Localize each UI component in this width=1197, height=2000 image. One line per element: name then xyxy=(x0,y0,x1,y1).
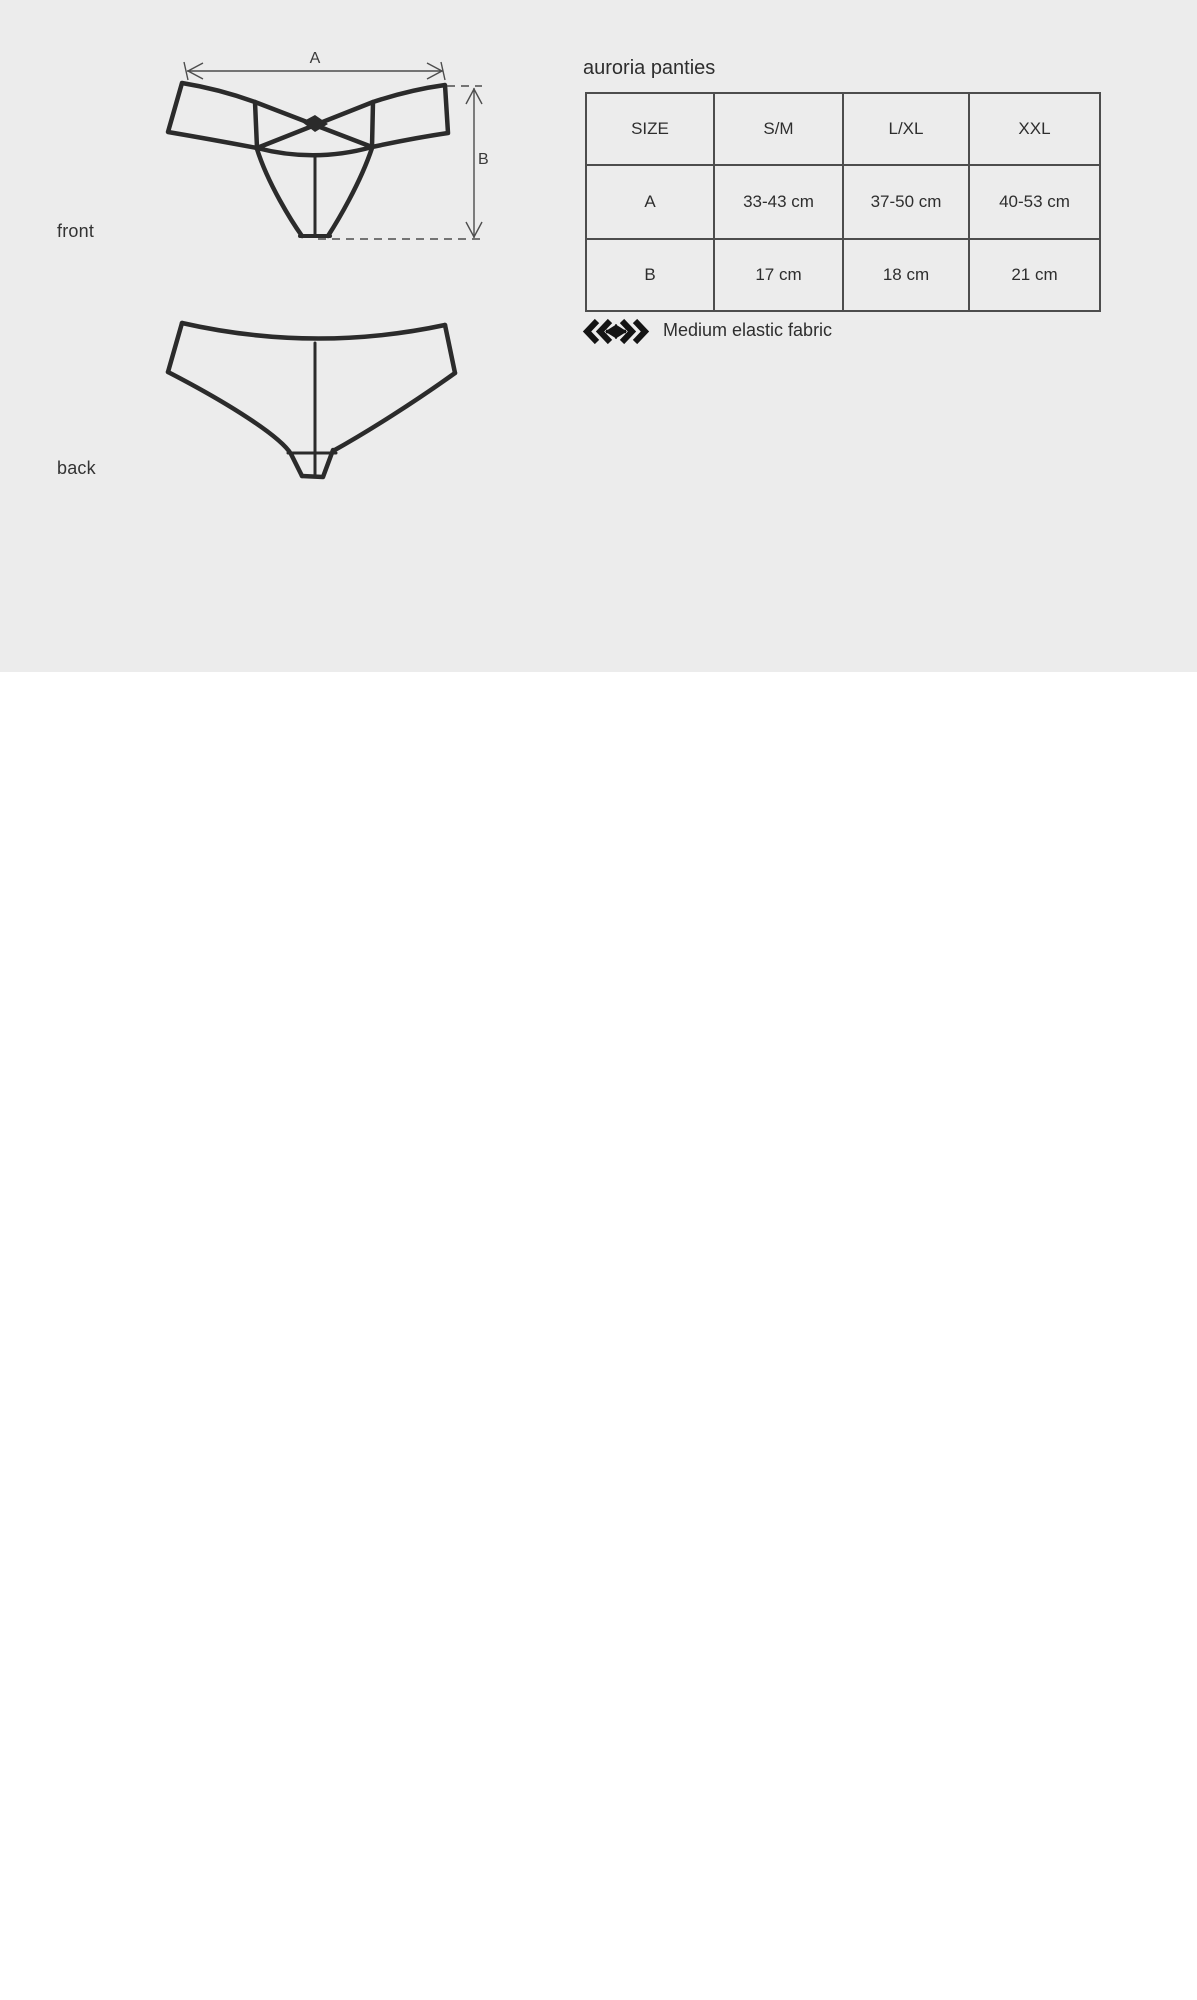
dimension-a-label: A xyxy=(309,50,321,67)
size-table-header-cell: XXL xyxy=(969,93,1100,165)
back-right-leg-curve xyxy=(333,373,455,451)
back-view-drawing xyxy=(168,323,455,477)
dimension-b-label: B xyxy=(478,151,489,168)
back-waistband xyxy=(182,323,445,339)
size-table-header-cell: SIZE xyxy=(586,93,714,165)
front-right-panel xyxy=(372,85,448,147)
size-table-row-a xyxy=(586,165,1100,239)
front-gusset-right-edge xyxy=(328,148,372,236)
front-bottom-curve xyxy=(257,147,372,155)
size-table-row-label: B xyxy=(586,239,714,311)
size-table-cell: 17 cm xyxy=(714,239,843,311)
size-table-header-row xyxy=(586,93,1100,165)
size-table-cell: 40-53 cm xyxy=(969,165,1100,239)
back-left-leg-curve xyxy=(168,372,302,476)
size-table-row-b xyxy=(586,239,1100,311)
size-table-cell: 37-50 cm xyxy=(843,165,969,239)
fabric-note-text: Medium elastic fabric xyxy=(663,320,833,340)
size-table-header-cell: L/XL xyxy=(843,93,969,165)
back-label: back xyxy=(57,458,96,478)
stretch-arrows-icon xyxy=(587,321,645,342)
back-right-edge xyxy=(445,325,455,373)
size-table xyxy=(585,92,1101,312)
front-left-panel xyxy=(168,83,257,148)
size-table-cell: 33-43 cm xyxy=(714,165,843,239)
size-table-header-cell: S/M xyxy=(714,93,843,165)
size-table-row-label: A xyxy=(586,165,714,239)
front-label: front xyxy=(57,221,95,241)
back-left-edge xyxy=(168,323,182,372)
size-chart-title: auroria panties xyxy=(583,57,716,79)
size-table-cell: 18 cm xyxy=(843,239,969,311)
front-view-drawing xyxy=(168,83,448,236)
front-gusset-left-edge xyxy=(257,149,302,236)
size-table-cell: 21 cm xyxy=(969,239,1100,311)
